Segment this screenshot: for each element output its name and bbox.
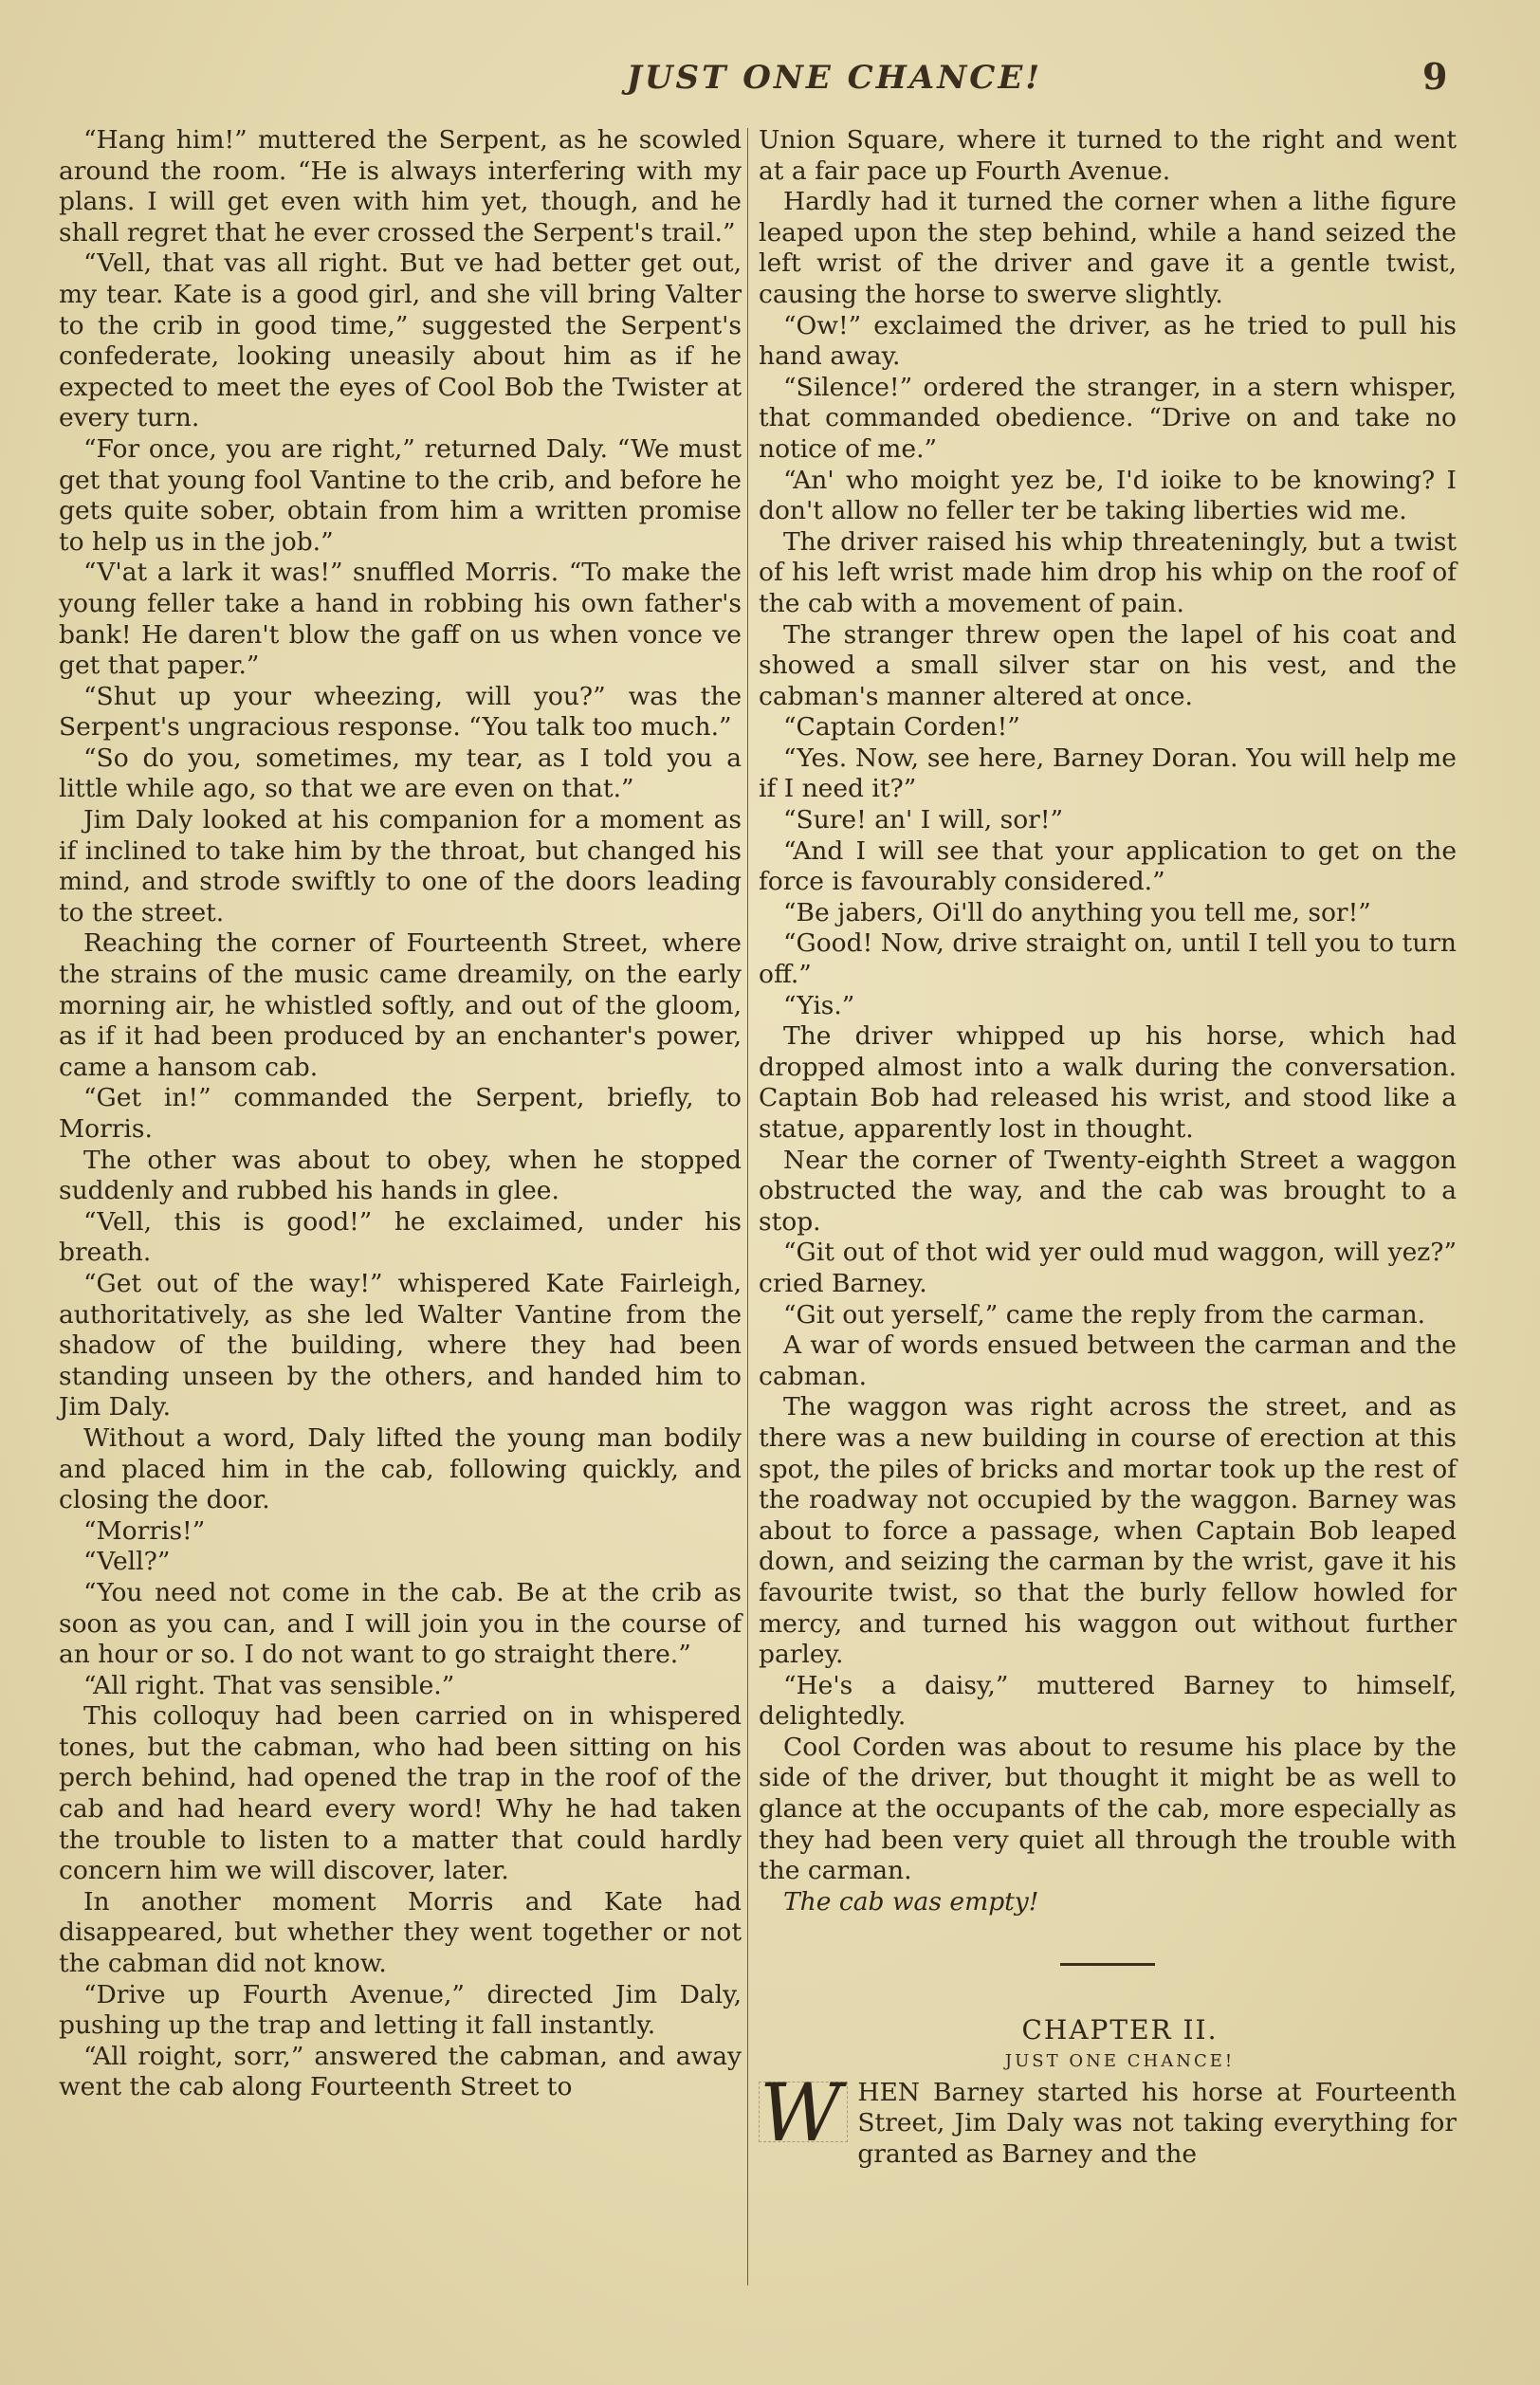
paragraph: Union Square, where it turned to the right and went at a fair pace up Fourth Avenue. (759, 125, 1457, 186)
paragraph: “Git out yerself,” came the reply from the carman. (783, 1299, 1426, 1330)
paragraph: “Be jabers, Oi'll do anything you tell me, sor!” (783, 897, 1371, 927)
paragraph: “Git out of thot wid yer ould mud waggon, will yez?” cried Barney. (759, 1238, 1457, 1298)
paragraph: Without a word, Daly lifted the young man bodily and placed him in the cab, following quickly, and closing the door. (59, 1422, 742, 1515)
paragraph: “Vell?” (83, 1547, 171, 1577)
paragraph: This colloquy had been carried on in whispered tones, but the cabman, who had been sitting on his perch behind, had opened the trap in the roof of the cab and had heard every word! Why he had taken the trouble to listen to a matter that could hardly concern him we will discover, later. (59, 1701, 742, 1886)
paragraph: The other was about to obey, when he stopped suddenly and rubbed his hands in glee. (59, 1145, 742, 1206)
left-column (59, 125, 742, 2103)
paragraph: “V'at a lark it was!” snuffled Morris. “To make the young feller take a hand in robbing his own father's bank! He daren't blow the gaff on us when vonce ve get that paper.” (59, 558, 742, 681)
chapter-subtitle: JUST ONE CHANCE! (1004, 2051, 1236, 2072)
paragraph: The driver raised his whip threateningly, but a twist of his left wrist made him drop his whip on the roof of the cab with a movement of pain. (759, 526, 1457, 618)
column-rule (747, 128, 748, 2285)
paragraph: In another moment Morris and Kate had disappeared, but whether they went together or not the cabman did not know. (59, 1886, 742, 1979)
paragraph: “Ow!” exclaimed the driver, as he tried to pull his hand away. (759, 310, 1457, 372)
paragraph: “Drive up Fourth Avenue,” directed Jim Daly, pushing up the trap and letting it fall instantly. (59, 1979, 742, 2041)
paragraph: The waggon was right across the street, and as there was a new building in course of erection at this spot, the piles of bricks and mortar took up the rest of the roadway not occupied by the waggon. Barney was about to force a passage, when Captain Bob leaped down, and seizing the carman by the wrist, gave it his favourite twist, so that the burly fellow howled for mercy, and turned his waggon out without further parley. (759, 1392, 1457, 1670)
paragraph: Hardly had it turned the corner when a lithe figure leaped upon the step behind, while a hand seized the left wrist of the driver and gave it a gentle twist, causing the horse to swerve slightly. (759, 187, 1457, 309)
chapter-heading: CHAPTER II. (1021, 2014, 1219, 2046)
paragraph: “Get in!” commanded the Serpent, briefly, to Morris. (59, 1083, 742, 1144)
paragraph: “Sure! an' I will, sor!” (783, 805, 1064, 835)
closing-line: The cab was empty! (783, 1886, 1039, 1917)
paragraph: “Yis.” (783, 990, 855, 1020)
paragraph: “All right. That vas sensible.” (83, 1670, 455, 1700)
paragraph: “Vell, this is good!” he exclaimed, under his breath. (59, 1206, 742, 1268)
chapter-opening-paragraph (759, 2065, 1457, 2171)
paragraph: Cool Corden was about to resume his place by the side of the driver, but thought it might be as well to glance at the occupants of the cab, more especially as they had been very quiet all through the trouble with the carman. (759, 1732, 1457, 1886)
paragraph: “Morris!” (83, 1515, 206, 1546)
paragraph: “Yes. Now, see here, Barney Doran. You will help me if I need it?” (759, 743, 1457, 804)
paragraph: Reaching the corner of Fourteenth Street, where the strains of the music came dreamily, on the early morning air, he whistled softly, and out of the gloom, as if it had been produced by an enchanter's power, came a hansom cab. (59, 928, 742, 1082)
paragraph: “Shut up your wheezing, will you?” was the Serpent's ungracious response. “You talk too much.” (59, 681, 742, 743)
paragraph: “Good! Now, drive straight on, until I tell you to turn off.” (759, 928, 1457, 990)
paragraph: “He's a daisy,” muttered Barney to himself, delightedly. (759, 1670, 1457, 1732)
paragraph: “And I will see that your application to get on the force is favourably considered.” (759, 835, 1457, 897)
paragraph: “So do you, sometimes, my tear, as I told you a little while ago, so that we are even on that.” (59, 743, 742, 804)
paragraph: “Vell, that vas all right. But ve had better get out, my tear. Kate is a good girl, and she vill bring Valter to the crib in good time,” suggested the Serpent's confederate, looking uneasily about him as if he expected to meet the eyes of Cool Bob the Twister at every turn. (59, 248, 742, 433)
paragraph: “Silence!” ordered the stranger, in a stern whisper, that commanded obedience. “Drive on and take no notice of me.” (759, 372, 1457, 464)
paragraph: Jim Daly looked at his companion for a moment as if inclined to take him by the throat, but changed his mind, and strode swiftly to one of the doors leading to the street. (59, 805, 742, 927)
paragraph: “Captain Corden!” (783, 712, 1020, 743)
paragraph: The driver whipped up his horse, which had dropped almost into a walk during the conversation. Captain Bob had released his wrist, and stood like a statue, apparently lost in thought. (759, 1021, 1457, 1144)
paragraph: “You need not come in the cab. Be at the crib as soon as you can, and I will join you in the course of an hour or so. I do not want to go straight there.” (59, 1577, 742, 1670)
paragraph: The stranger threw open the lapel of his coat and showed a small silver star on his vest, and the cabman's manner altered at once. (759, 619, 1457, 711)
dropcap-letter: W (759, 2082, 848, 2142)
paragraph: “Get out of the way!” whispered Kate Fairleigh, authoritatively, as she led Walter Vantine from the shadow of the building, where they had been standing unseen by the others, and handed him to Jim Daly. (59, 1268, 742, 1422)
paragraph: A war of words ensued between the carman and the cabman. (759, 1330, 1457, 1391)
right-column (759, 125, 1457, 2170)
running-head: JUST ONE CHANCE! (626, 59, 1043, 97)
paragraph: “Hang him!” muttered the Serpent, as he scowled around the room. “He is always interfering with my plans. I will get even with him yet, though, and he shall regret that he ever crossed the Serpent's trail.” (59, 125, 742, 248)
chapter-opening-text: HEN Barney started his horse at Fourteenth Street, Jim Daly was not taking everything for granted as Barney and the (857, 2077, 1457, 2169)
paragraph: Near the corner of Twenty-eighth Street a waggon obstructed the way, and the cab was brought to a stop. (759, 1145, 1457, 1237)
paragraph: “All roight, sorr,” answered the cabman, and away went the cab along Fourteenth Street to (59, 2041, 742, 2102)
page-number: 9 (1422, 55, 1448, 98)
paragraph: “For once, you are right,” returned Daly. “We must get that young fool Vantine to the crib, and before he gets quite sober, obtain from him a written promise to help us in the job.” (59, 433, 742, 557)
section-divider (1060, 1963, 1155, 1966)
paragraph: “An' who moight yez be, I'd ioike to be knowing? I don't allow no feller ter be taking liberties wid me. (759, 465, 1457, 526)
